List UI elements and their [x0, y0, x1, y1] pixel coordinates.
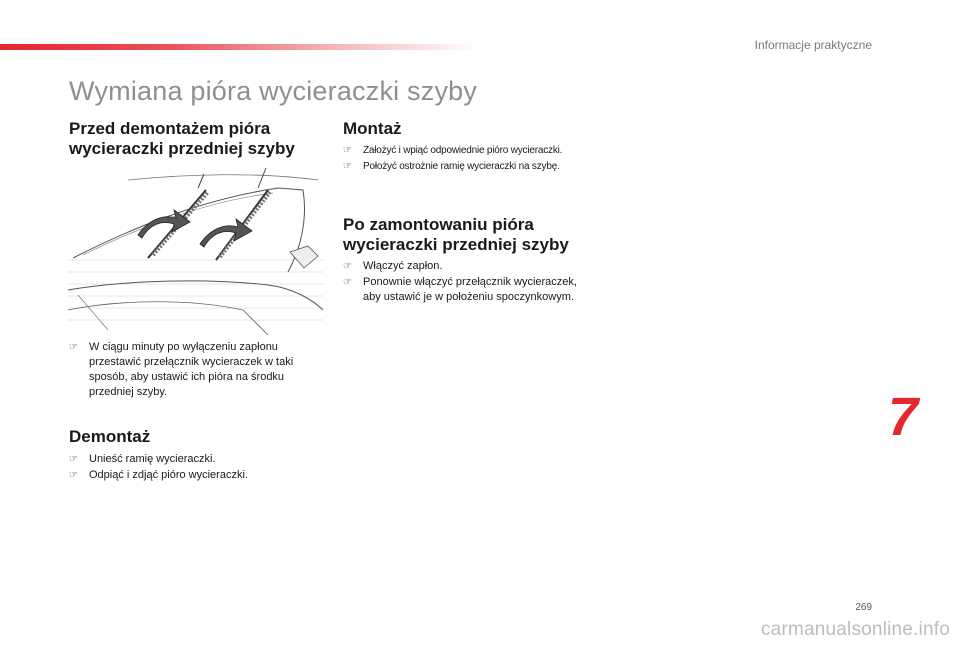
- list-item: ☞ W ciągu minuty po wyłączeniu zapłonu przestawić przełącznik wycieraczek w taki sposób, aby ustawić ich pióra na środku przedniej szyby.: [69, 341, 294, 398]
- page-title: Wymiana pióra wycieraczki szyby: [69, 76, 478, 106]
- list-item: ☞ Odpiąć i zdjąć pióro wycieraczki.: [69, 469, 248, 481]
- list-item: ☞ Unieść ramię wycieraczki.: [69, 453, 216, 465]
- bullet-hand-icon: ☞: [69, 454, 78, 465]
- header-accent-bar: [0, 44, 480, 50]
- bullet-hand-icon: ☞: [69, 470, 78, 481]
- bullet-hand-icon: ☞: [343, 161, 352, 172]
- bullet-hand-icon: ☞: [343, 277, 352, 288]
- list-item: ☞ Położyć ostrożnie ramię wycieraczki na szybę.: [343, 161, 560, 172]
- chapter-number: 7: [888, 387, 919, 447]
- after-installation-heading: Po zamontowaniu pióra wycieraczki przedniej szyby: [343, 215, 569, 254]
- before-removal-list: [69, 340, 319, 401]
- removal-heading: Demontaż: [69, 427, 151, 446]
- installation-list: [343, 143, 613, 175]
- removal-list: [69, 452, 319, 484]
- list-item: ☞ Ponownie włączyć przełącznik wycieraczek, aby ustawić je w położeniu spoczynkowym.: [343, 276, 577, 303]
- wiper-illustration: [68, 160, 323, 335]
- page-number: 269: [855, 602, 872, 613]
- list-item: ☞ Założyć i wpiąć odpowiednie pióro wycieraczki.: [343, 145, 563, 156]
- watermark: carmanualsonline.info: [760, 619, 950, 640]
- bullet-hand-icon: ☞: [69, 342, 78, 353]
- installation-heading: Montaż: [343, 119, 402, 138]
- list-item: ☞ Włączyć zapłon.: [343, 260, 443, 272]
- before-removal-heading: Przed demontażem pióra wycieraczki przedniej szyby: [69, 119, 295, 158]
- bullet-hand-icon: ☞: [343, 145, 352, 156]
- section-label: Informacje praktyczne: [754, 38, 872, 52]
- after-installation-list: [343, 259, 593, 306]
- bullet-hand-icon: ☞: [343, 261, 352, 272]
